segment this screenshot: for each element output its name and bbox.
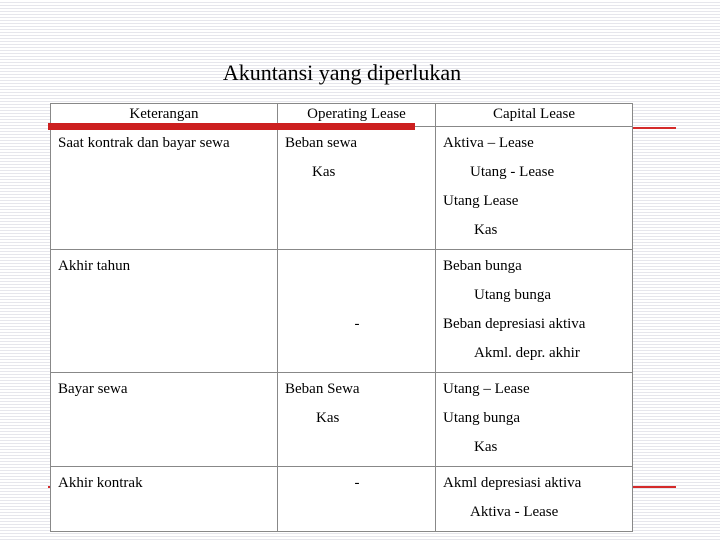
journal-credit: Kas [474, 439, 498, 455]
lease-accounting-table [50, 103, 633, 532]
journal-credit: Utang bunga [474, 287, 552, 303]
header-operating-lease: Operating Lease [278, 104, 436, 127]
journal-credit: Aktiva - Lease [470, 504, 559, 520]
journal-credit: Akml. depr. akhir [474, 345, 580, 361]
journal-credit: Kas [316, 410, 340, 426]
journal-debit: Akml depresiasi aktiva [443, 475, 582, 491]
journal-credit: Utang - Lease [470, 164, 555, 180]
journal-debit: Beban bunga [443, 258, 522, 274]
empty-entry-dash: - [354, 475, 360, 491]
table-row [51, 127, 633, 250]
empty-entry-dash: - [354, 316, 360, 332]
cell-operating [278, 127, 436, 250]
cell-capital [436, 250, 633, 373]
journal-debit: Utang bunga [443, 410, 521, 426]
journal-debit: Aktiva – Lease [443, 135, 534, 151]
cell-operating [278, 467, 436, 532]
journal-debit: Utang – Lease [443, 381, 530, 397]
journal-credit: Kas [474, 222, 498, 238]
cell-keterangan [51, 127, 278, 250]
journal-debit: Beban sewa [285, 135, 358, 151]
row-label: Akhir tahun [58, 258, 131, 274]
cell-operating [278, 250, 436, 373]
table-row [51, 467, 633, 532]
red-accent-bar [48, 123, 415, 130]
row-label: Bayar sewa [58, 381, 128, 397]
journal-debit: Beban depresiasi aktiva [443, 316, 586, 332]
cell-keterangan [51, 373, 278, 467]
cell-keterangan [51, 467, 278, 532]
header-keterangan: Keterangan [51, 104, 278, 127]
cell-capital [436, 127, 633, 250]
cell-capital [436, 373, 633, 467]
cell-keterangan [51, 250, 278, 373]
table-row [51, 250, 633, 373]
table-row [51, 373, 633, 467]
journal-debit: Beban Sewa [285, 381, 360, 397]
cell-operating [278, 373, 436, 467]
cell-capital [436, 467, 633, 532]
header-capital-lease: Capital Lease [436, 104, 633, 127]
row-label: Akhir kontrak [58, 475, 143, 491]
journal-debit: Utang Lease [443, 193, 519, 209]
row-label: Saat kontrak dan bayar sewa [58, 135, 230, 151]
slide-title: Akuntansi yang diperlukan [222, 60, 462, 85]
journal-credit: Kas [312, 164, 336, 180]
